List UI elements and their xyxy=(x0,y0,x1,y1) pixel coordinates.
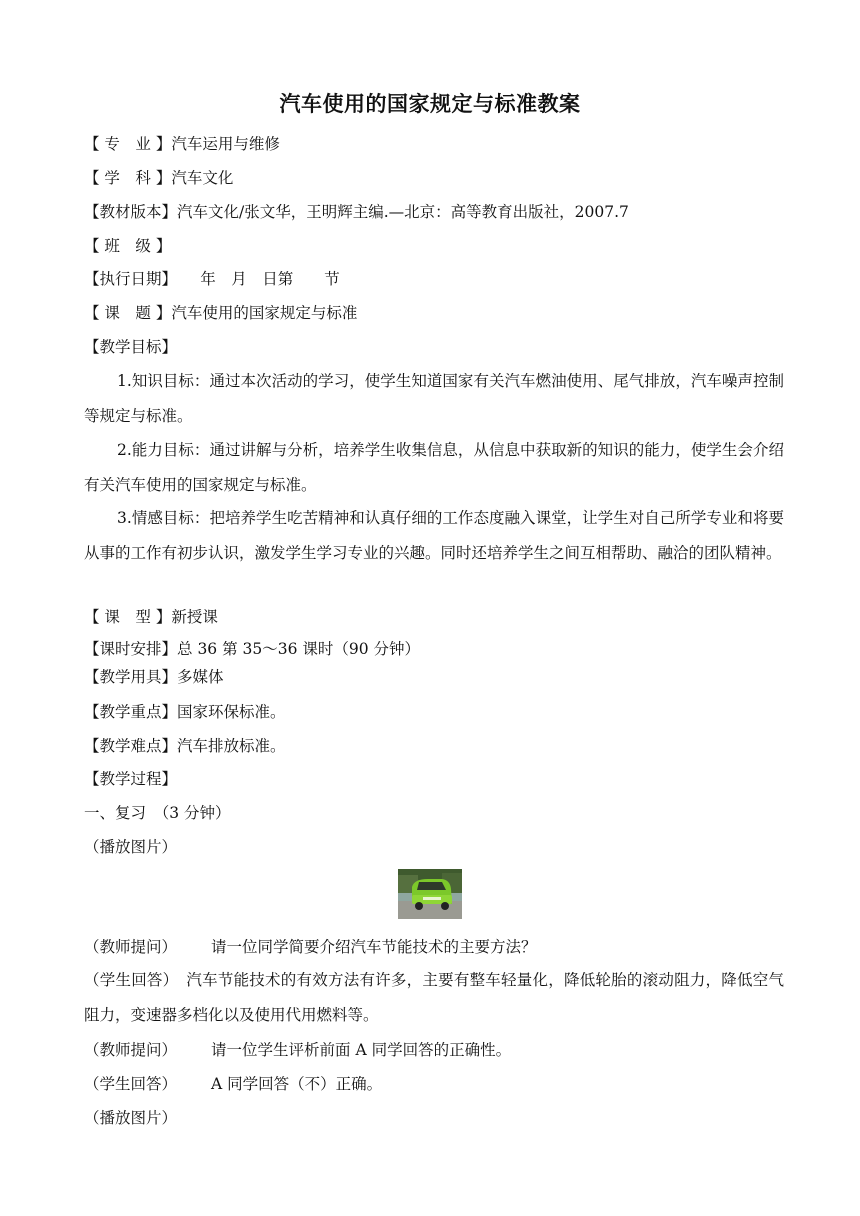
difficulty-row xyxy=(84,736,286,756)
teacher-question-2 xyxy=(84,1040,511,1060)
difficulty-label: 【教学难点】 xyxy=(84,737,178,755)
teacher-question-2-role: （教师提问） xyxy=(84,1041,178,1059)
play-image-note: （播放图片） xyxy=(84,838,178,856)
subject-label: 【 学 科 】 xyxy=(84,169,172,187)
teacher-question-1-text: 请一位同学简要介绍汽车节能技术的主要方法？ xyxy=(211,938,537,956)
class-row xyxy=(84,236,171,256)
process-heading: 【教学过程】 xyxy=(84,770,178,788)
tools-value: 多媒体 xyxy=(177,668,224,686)
document-title: 汽车使用的国家规定与标准教案 xyxy=(279,92,581,116)
teacher-question-1-role: （教师提问） xyxy=(84,938,178,956)
goals-heading: 【教学目标】 xyxy=(84,338,178,356)
major-row xyxy=(84,134,280,154)
major-value: 汽车运用与维修 xyxy=(171,135,280,153)
textbook-label: 【教材版本】 xyxy=(84,203,178,221)
subject-value: 汽车文化 xyxy=(171,169,234,187)
hours-row xyxy=(84,639,420,659)
goal-knowledge: 1.知识目标：通过本次活动的学习，使学生知道国家有关汽车燃油使用、尾气排放，汽车噪声控制等规定与标准。 xyxy=(84,372,784,425)
date-row xyxy=(84,269,340,289)
teacher-question-1 xyxy=(84,937,537,957)
type-value: 新授课 xyxy=(171,608,218,626)
teacher-question-2-text: 请一位学生评析前面 A 同学回答的正确性。 xyxy=(211,1041,512,1059)
student-answer-2 xyxy=(84,1074,382,1094)
hours-value: 总 36 第 35～36 课时（90 分钟） xyxy=(177,640,421,658)
tools-row xyxy=(84,667,224,687)
subject-row xyxy=(84,168,233,188)
topic-label: 【 课 题 】 xyxy=(84,304,172,322)
key-label: 【教学重点】 xyxy=(84,703,178,721)
green-car-photo xyxy=(398,869,462,919)
date-value: 年 月 日第 节 xyxy=(169,270,340,288)
goal-ability: 2.能力目标：通过讲解与分析，培养学生收集信息，从信息中获取新的知识的能力，使学生会介绍有关汽车使用的国家规定与标准。 xyxy=(84,441,784,494)
play-image-note-2: （播放图片） xyxy=(84,1109,178,1127)
tools-label: 【教学用具】 xyxy=(84,668,178,686)
topic-value: 汽车使用的国家规定与标准 xyxy=(171,304,358,322)
key-row xyxy=(84,702,286,722)
class-label: 【 班 级 】 xyxy=(84,237,172,255)
key-value: 国家环保标准。 xyxy=(177,703,286,721)
student-answer-1: （学生回答） 汽车节能技术的有效方法有许多，主要有整车轻量化，降低轮胎的滚动阻力，降低空气阻力，变速器多档化以及使用代用燃料等。 xyxy=(84,971,784,1024)
hours-label: 【课时安排】 xyxy=(84,640,178,658)
difficulty-value: 汽车排放标准。 xyxy=(177,737,286,755)
type-row xyxy=(84,607,218,627)
textbook-row xyxy=(84,202,629,222)
goal-emotion: 3.情感目标：把培养学生吃苦精神和认真仔细的工作态度融入课堂，让学生对自己所学专业和将要从事的工作有初步认识，激发学生学习专业的兴趣。同时还培养学生之间互相帮助、融洽的团队精神。 xyxy=(84,509,784,562)
topic-row xyxy=(84,303,357,323)
major-label: 【 专 业 】 xyxy=(84,135,172,153)
section-review: 一、复习 （3 分钟） xyxy=(84,804,231,822)
type-label: 【 课 型 】 xyxy=(84,608,172,626)
student-answer-2-text: A 同学回答（不）正确。 xyxy=(211,1075,383,1093)
textbook-value: 汽车文化/张文华，王明辉主编.—北京：高等教育出版社，2007.7 xyxy=(177,203,629,221)
date-label: 【执行日期】 xyxy=(84,270,170,288)
student-answer-2-role: （学生回答） xyxy=(84,1075,178,1093)
